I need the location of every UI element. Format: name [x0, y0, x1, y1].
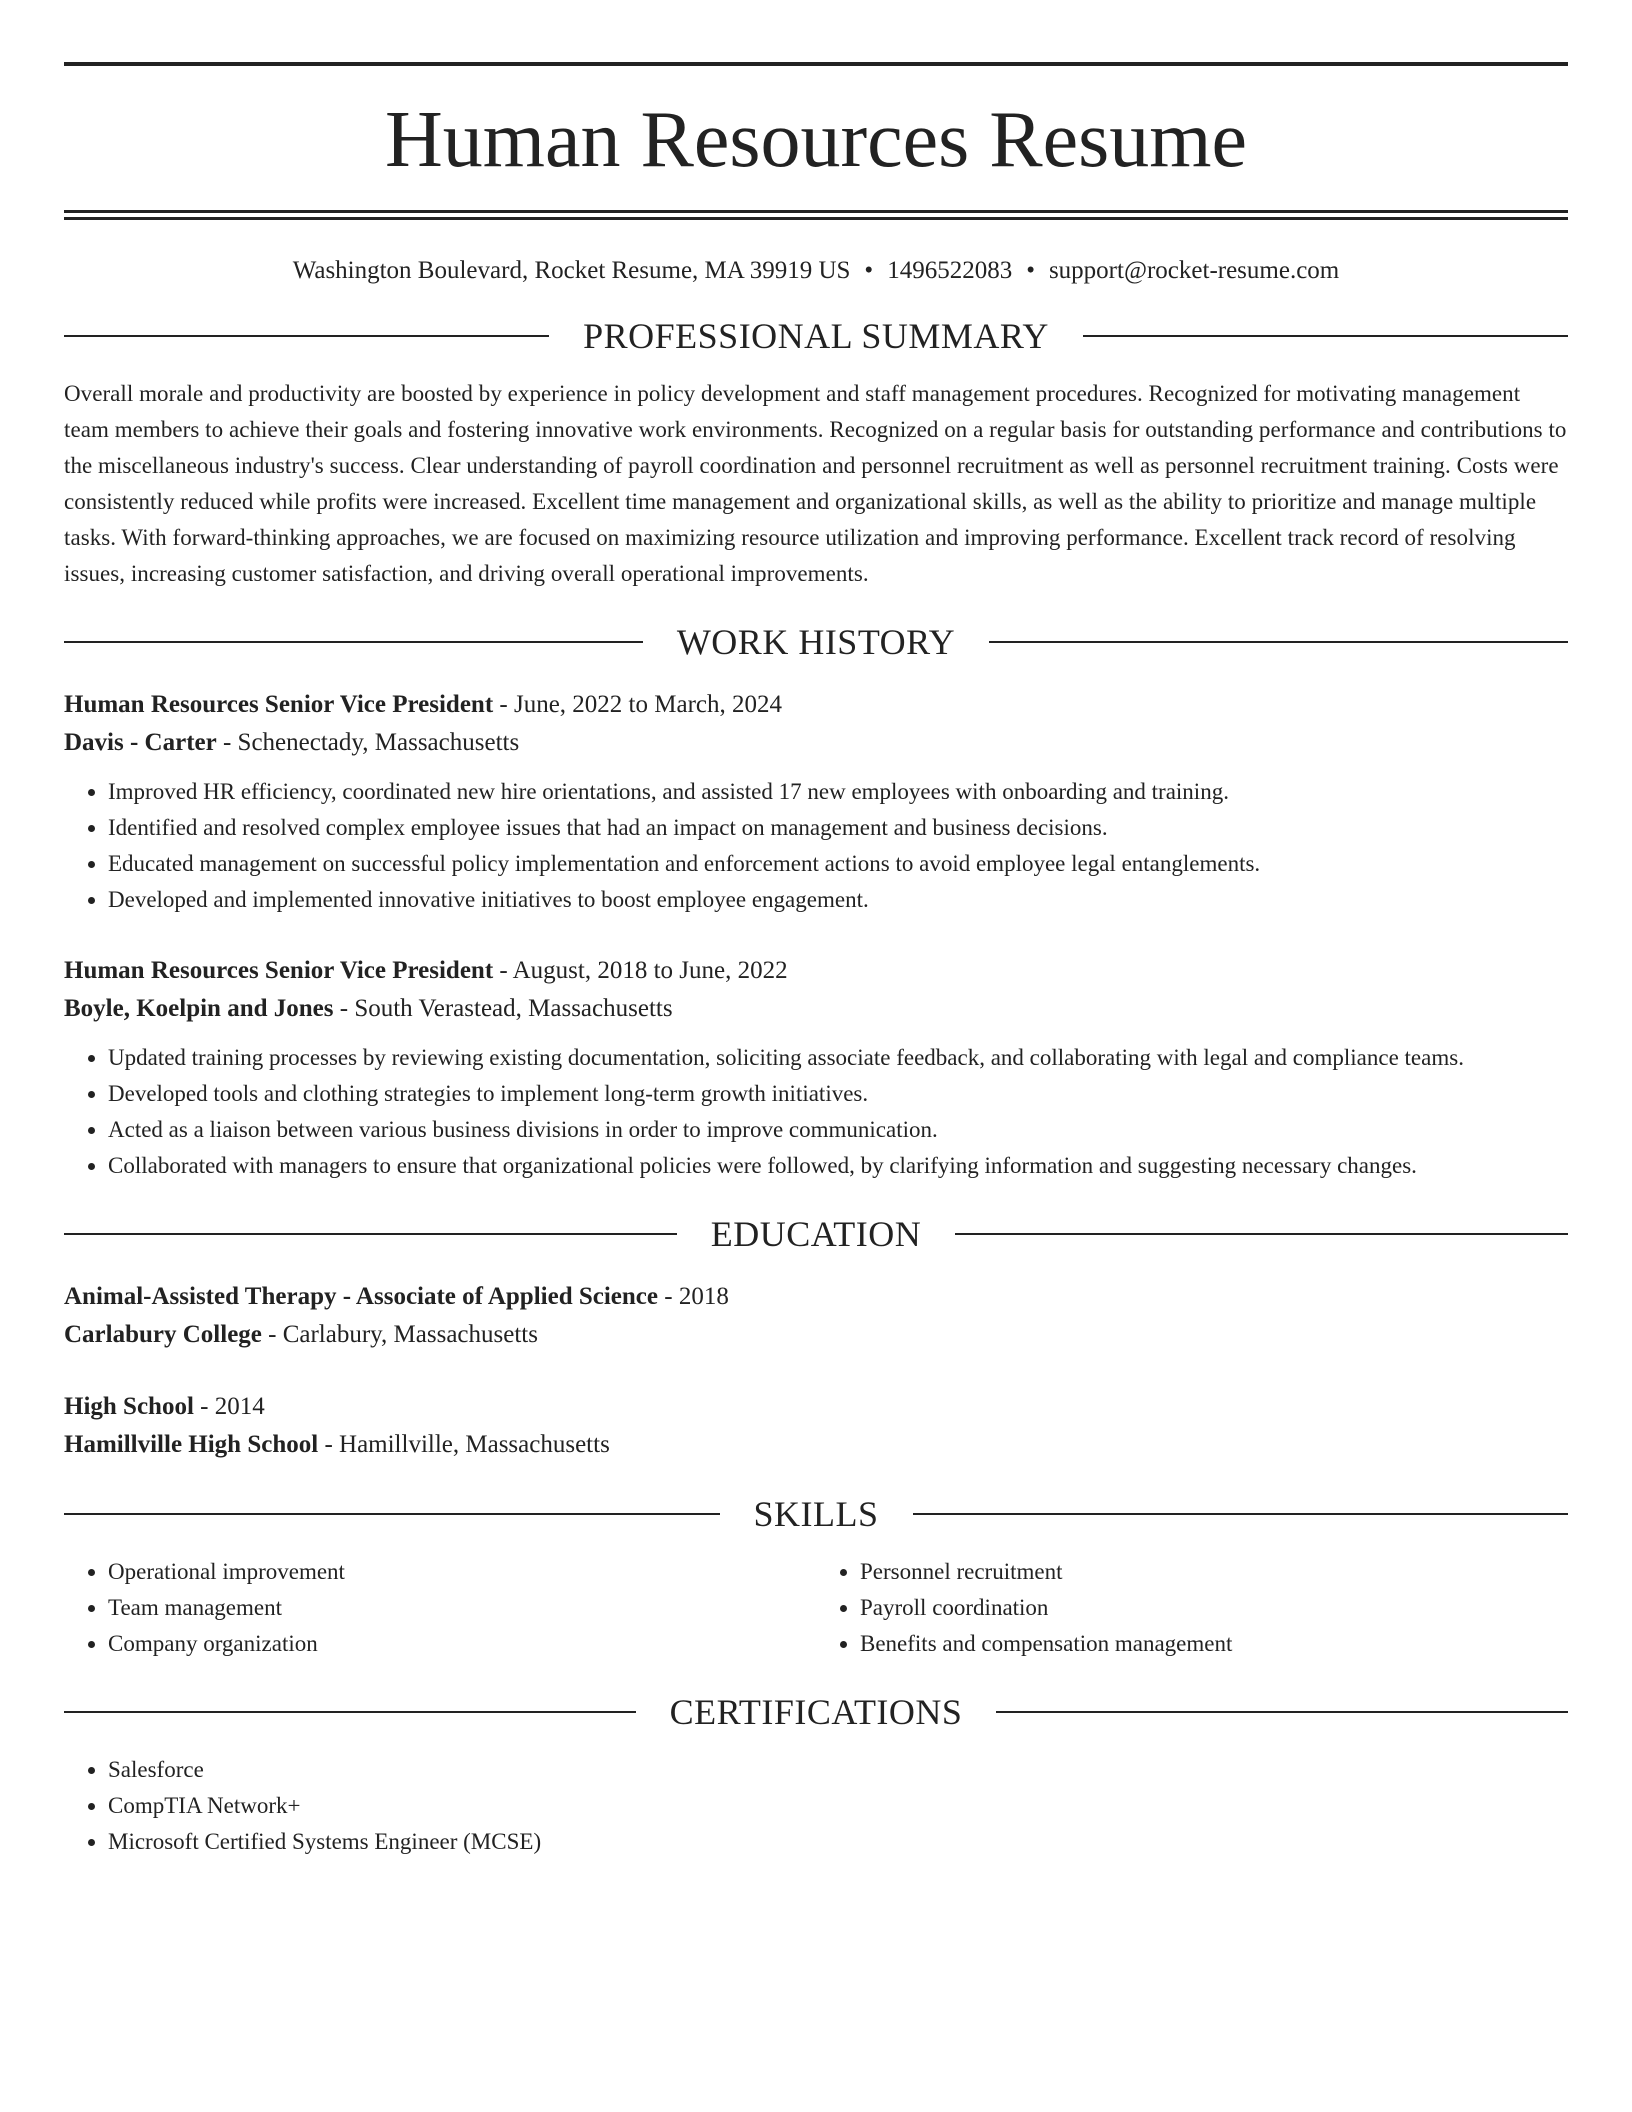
job-company-row: [64, 990, 1568, 1028]
job-title-row: [64, 686, 1568, 724]
job-entry: [64, 952, 1568, 1184]
job-company: Davis - Carter: [64, 729, 217, 756]
education-location: - Carlabury, Massachusetts: [261, 1321, 538, 1348]
job-entry: [64, 686, 1568, 918]
job-location: - South Verastead, Massachusetts: [333, 995, 673, 1022]
contact-phone: 1496522083: [887, 257, 1013, 284]
title-double-rule: [64, 210, 1568, 220]
education-school: Hamillville High School: [64, 1431, 319, 1458]
job-bullet: • Updated training processes by reviewing existing documentation, soliciting associate feedback, and collaborating with legal and compliance teams.: [108, 1040, 1568, 1076]
section-title: EDUCATION: [710, 1214, 922, 1254]
job-bullet: • Developed and implemented innovative initiatives to boost employee engagement.: [108, 882, 1568, 918]
skills-list-right: [816, 1554, 1568, 1662]
job-bullets: [64, 774, 1568, 918]
certifications-block: [64, 1752, 1568, 1860]
skill-item: • Payroll coordination: [860, 1590, 1568, 1626]
section-title: SKILLS: [753, 1494, 879, 1534]
heading-rule-left: [64, 1711, 636, 1713]
heading-rule-left: [64, 641, 643, 643]
education-degree: High School: [64, 1393, 194, 1420]
section-title: PROFESSIONAL SUMMARY: [583, 316, 1049, 356]
job-bullet: • Educated management on successful policy implementation and enforcement actions to avoid employee legal entanglements.: [108, 846, 1568, 882]
job-bullets: [64, 1040, 1568, 1184]
skill-item: • Benefits and compensation management: [860, 1626, 1568, 1662]
job-title: Human Resources Senior Vice President: [64, 957, 494, 984]
heading-rule-left: [64, 335, 549, 337]
job-bullet: • Acted as a liaison between various business divisions in order to improve communication.: [108, 1112, 1568, 1148]
education-degree-row: [64, 1278, 1568, 1316]
certification-item: • Salesforce: [108, 1752, 1568, 1788]
contact-separator: •: [864, 257, 874, 284]
job-bullet: • Developed tools and clothing strategies to implement long-term growth initiatives.: [108, 1076, 1568, 1112]
contact-line: [64, 256, 1568, 286]
resume-title: Human Resources Resume: [384, 96, 1248, 184]
skill-item: • Personnel recruitment: [860, 1554, 1568, 1590]
job-company: Boyle, Koelpin and Jones: [64, 995, 334, 1022]
education-school-row: [64, 1426, 1568, 1464]
contact-address: Washington Boulevard, Rocket Resume, MA 39919 US: [292, 257, 851, 284]
job-company-row: [64, 724, 1568, 762]
skill-item: • Company organization: [108, 1626, 816, 1662]
section-heading-education: [64, 1214, 1568, 1254]
job-bullet: • Identified and resolved complex employee issues that had an impact on management and business decisions.: [108, 810, 1568, 846]
summary-paragraph: Overall morale and productivity are boosted by experience in policy development and staff management procedures. Recognized for motivating management team members to achieve their goals and fostering innovative work environments. Recognized on a regular basis for outstanding performance and contributions to the miscellaneous industry's success. Clear understanding of payroll coordination and personnel recruitment as well as personnel recruitment training. Costs were consistently reduced while profits were increased. Excellent time management and organizational skills, as well as the ability to prioritize and manage multiple tasks. With forward-thinking approaches, we are focused on maximizing resource utilization and improving performance. Excellent track record of resolving issues, increasing customer satisfaction, and driving overall operational improvements.: [64, 381, 1567, 586]
education-school-row: [64, 1316, 1568, 1354]
skill-item: • Team management: [108, 1590, 816, 1626]
section-heading-skills: [64, 1494, 1568, 1534]
education-entry: [64, 1388, 1568, 1464]
heading-rule-right: [1083, 335, 1568, 337]
heading-rule-right: [996, 1711, 1568, 1713]
section-title: WORK HISTORY: [676, 622, 956, 662]
contact-email: support@rocket-resume.com: [1048, 257, 1340, 284]
certifications-list: [64, 1752, 1568, 1860]
top-rule: [64, 62, 1568, 66]
job-dates: - August, 2018 to June, 2022: [493, 957, 788, 984]
contact-separator: •: [1026, 257, 1035, 284]
heading-rule-right: [955, 1233, 1568, 1235]
job-location: - Schenectady, Massachusetts: [216, 729, 520, 756]
education-year: - 2018: [658, 1283, 729, 1310]
section-title: CERTIFICATIONS: [669, 1692, 963, 1732]
certification-item: • Microsoft Certified Systems Engineer (MCSE): [108, 1824, 1568, 1860]
skill-item: • Operational improvement: [108, 1554, 816, 1590]
heading-rule-right: [989, 641, 1568, 643]
section-heading-summary: [64, 316, 1568, 356]
education-location: - Hamillville, Massachusetts: [318, 1431, 610, 1458]
education-degree-row: [64, 1388, 1568, 1426]
education-degree: Animal-Assisted Therapy - Associate of Applied Science: [64, 1283, 658, 1310]
heading-rule-right: [913, 1513, 1569, 1515]
certification-item: • CompTIA Network+: [108, 1788, 1568, 1824]
education-year: - 2014: [193, 1393, 265, 1420]
education-school: Carlabury College: [64, 1321, 262, 1348]
job-title-row: [64, 952, 1568, 990]
skills-list-left: [64, 1554, 816, 1662]
heading-rule-left: [64, 1513, 720, 1515]
education-entry: [64, 1278, 1568, 1354]
heading-rule-left: [64, 1233, 677, 1235]
skills-columns: [64, 1554, 1568, 1662]
job-bullet: • Improved HR efficiency, coordinated new hire orientations, and assisted 17 new employees with onboarding and training.: [108, 774, 1568, 810]
job-dates: - June, 2022 to March, 2024: [493, 691, 782, 718]
job-title: Human Resources Senior Vice President: [64, 691, 494, 718]
section-heading-work-history: [64, 622, 1568, 662]
section-heading-certifications: [64, 1692, 1568, 1732]
job-bullet: • Collaborated with managers to ensure that organizational policies were followed, by clarifying information and suggesting necessary changes.: [108, 1148, 1568, 1184]
